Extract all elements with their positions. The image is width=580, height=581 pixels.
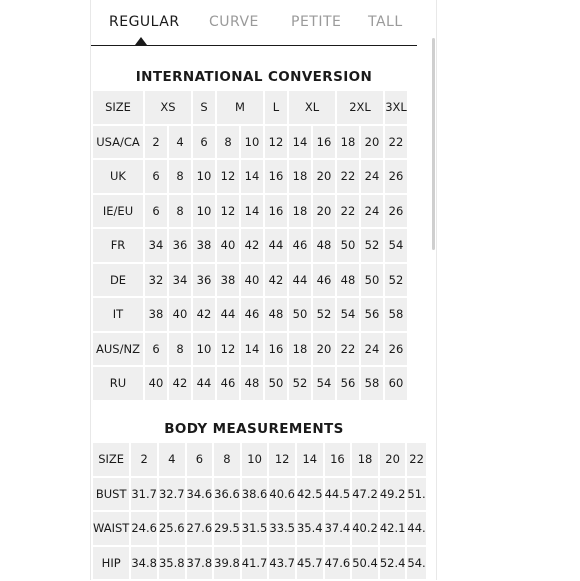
table-row: [93, 126, 407, 159]
size-value-cell: 48: [313, 229, 335, 262]
size-group-header: L: [265, 91, 287, 124]
measurement-value-cell: 44.5: [325, 478, 351, 511]
table-row: [93, 367, 407, 400]
size-value-cell: 58: [385, 298, 407, 331]
measurement-value-cell: 47.2: [352, 478, 378, 511]
measurement-value-cell: 36.6: [214, 478, 240, 511]
size-value-cell: 14: [241, 333, 263, 366]
measurement-value-cell: 34.8: [131, 547, 157, 580]
table-row: [93, 298, 407, 331]
size-value-cell: 44: [193, 367, 215, 400]
international-conversion-title: INTERNATIONAL CONVERSION: [135, 69, 373, 85]
size-value-cell: 10: [193, 195, 215, 228]
measurement-value-cell: 49.2: [380, 478, 406, 511]
size-value-cell: 10: [241, 126, 263, 159]
measurement-value-cell: 47.6: [325, 547, 351, 580]
size-value-cell: 40: [217, 229, 239, 262]
size-value-cell: 52: [289, 367, 311, 400]
size-group-header: M: [217, 91, 263, 124]
table-row: [93, 512, 426, 545]
size-value-cell: 50: [265, 367, 287, 400]
measurement-value-cell: 37.8: [187, 547, 213, 580]
size-value-cell: 6: [145, 160, 167, 193]
size-column-header: 22: [407, 443, 425, 476]
size-value-cell: 18: [337, 126, 359, 159]
size-value-cell: 44: [289, 264, 311, 297]
measurement-value-cell: 27.6: [187, 512, 213, 545]
size-value-cell: 40: [145, 367, 167, 400]
size-value-cell: 16: [265, 333, 287, 366]
size-value-cell: 36: [169, 229, 191, 262]
size-value-cell: 44: [265, 229, 287, 262]
size-value-cell: 8: [169, 195, 191, 228]
size-value-cell: 14: [289, 126, 311, 159]
size-value-cell: 14: [241, 195, 263, 228]
measurement-value-cell: 35.4: [297, 512, 323, 545]
size-value-cell: 16: [265, 160, 287, 193]
measurement-value-cell: 37.4: [325, 512, 351, 545]
region-label: AUS/NZ: [93, 333, 143, 366]
size-value-cell: 42: [265, 264, 287, 297]
size-value-cell: 6: [145, 333, 167, 366]
size-value-cell: 20: [361, 126, 383, 159]
tab-curve[interactable]: CURVE: [209, 14, 259, 30]
region-label: RU: [93, 367, 143, 400]
measurement-value-cell: 32.7: [159, 478, 185, 511]
table-row: [93, 478, 426, 511]
size-value-cell: 44: [217, 298, 239, 331]
table-row: [93, 264, 407, 297]
region-label: IE/EU: [93, 195, 143, 228]
measurement-value-cell: 31.5: [242, 512, 268, 545]
measurement-value-cell: 42.5: [297, 478, 323, 511]
size-value-cell: 8: [169, 160, 191, 193]
size-column-header: 10: [242, 443, 268, 476]
size-header-label: SIZE: [93, 443, 129, 476]
size-value-cell: 40: [169, 298, 191, 331]
measurement-value-cell: 29.5: [214, 512, 240, 545]
size-value-cell: 26: [385, 160, 407, 193]
measurement-value-cell: 24.6: [131, 512, 157, 545]
size-value-cell: 22: [337, 195, 359, 228]
size-value-cell: 40: [241, 264, 263, 297]
table-row: [93, 229, 407, 262]
measurement-label: BUST: [93, 478, 129, 511]
size-value-cell: 18: [289, 195, 311, 228]
size-value-cell: 24: [361, 333, 383, 366]
size-value-cell: 12: [217, 160, 239, 193]
size-value-cell: 16: [265, 195, 287, 228]
size-value-cell: 46: [289, 229, 311, 262]
size-value-cell: 60: [385, 367, 407, 400]
measurement-value-cell: 43.7: [269, 547, 295, 580]
measurement-value-cell: 51.: [407, 478, 425, 511]
size-value-cell: 34: [145, 229, 167, 262]
size-value-cell: 38: [217, 264, 239, 297]
size-value-cell: 48: [337, 264, 359, 297]
size-value-cell: 42: [193, 298, 215, 331]
size-column-header: 20: [380, 443, 406, 476]
region-label: USA/CA: [93, 126, 143, 159]
size-value-cell: 48: [241, 367, 263, 400]
region-label: FR: [93, 229, 143, 262]
size-value-cell: 42: [169, 367, 191, 400]
size-value-cell: 52: [361, 229, 383, 262]
measurement-label: WAIST: [93, 512, 129, 545]
scrollbar-thumb[interactable]: [432, 38, 435, 250]
size-value-cell: 32: [145, 264, 167, 297]
size-value-cell: 50: [361, 264, 383, 297]
size-value-cell: 56: [361, 298, 383, 331]
size-value-cell: 6: [193, 126, 215, 159]
tab-underline: [91, 45, 417, 46]
size-value-cell: 12: [265, 126, 287, 159]
size-group-header: 3XL: [385, 91, 407, 124]
size-value-cell: 4: [169, 126, 191, 159]
size-value-cell: 20: [313, 195, 335, 228]
table-row: [93, 547, 426, 580]
size-header-label: SIZE: [93, 91, 143, 124]
size-value-cell: 8: [217, 126, 239, 159]
measurement-value-cell: 41.7: [242, 547, 268, 580]
measurement-value-cell: 54.: [407, 547, 425, 580]
size-value-cell: 38: [193, 229, 215, 262]
size-value-cell: 2: [145, 126, 167, 159]
size-value-cell: 50: [289, 298, 311, 331]
size-group-header: XS: [145, 91, 191, 124]
size-value-cell: 22: [337, 160, 359, 193]
size-value-cell: 46: [241, 298, 263, 331]
measurement-value-cell: 39.8: [214, 547, 240, 580]
measurement-value-cell: 44.: [407, 512, 425, 545]
size-value-cell: 10: [193, 333, 215, 366]
size-value-cell: 34: [169, 264, 191, 297]
measurement-value-cell: 38.6: [242, 478, 268, 511]
size-value-cell: 46: [313, 264, 335, 297]
size-group-header: XL: [289, 91, 335, 124]
size-value-cell: 56: [337, 367, 359, 400]
tab-petite[interactable]: PETITE: [291, 14, 342, 30]
size-value-cell: 24: [361, 195, 383, 228]
measurement-value-cell: 25.6: [159, 512, 185, 545]
size-value-cell: 22: [385, 126, 407, 159]
size-value-cell: 54: [385, 229, 407, 262]
size-column-header: 18: [352, 443, 378, 476]
size-value-cell: 18: [289, 160, 311, 193]
measurement-label: HIP: [93, 547, 129, 580]
international-conversion-table: [91, 89, 409, 402]
size-value-cell: 54: [337, 298, 359, 331]
size-value-cell: 12: [217, 333, 239, 366]
measurement-value-cell: 52.4: [380, 547, 406, 580]
table-header-row: [93, 443, 426, 476]
measurement-value-cell: 40.2: [352, 512, 378, 545]
size-value-cell: 52: [385, 264, 407, 297]
size-value-cell: 54: [313, 367, 335, 400]
table-row: [93, 195, 407, 228]
size-value-cell: 50: [337, 229, 359, 262]
size-value-cell: 26: [385, 333, 407, 366]
size-value-cell: 6: [145, 195, 167, 228]
size-value-cell: 42: [241, 229, 263, 262]
size-value-cell: 46: [217, 367, 239, 400]
region-label: UK: [93, 160, 143, 193]
size-value-cell: 20: [313, 333, 335, 366]
size-value-cell: 10: [193, 160, 215, 193]
size-column-header: 12: [269, 443, 295, 476]
size-value-cell: 16: [313, 126, 335, 159]
region-label: DE: [93, 264, 143, 297]
size-value-cell: 8: [169, 333, 191, 366]
measurement-value-cell: 31.7: [131, 478, 157, 511]
size-value-cell: 26: [385, 195, 407, 228]
size-group-header: 2XL: [337, 91, 383, 124]
size-group-header: S: [193, 91, 215, 124]
size-value-cell: 12: [217, 195, 239, 228]
size-value-cell: 14: [241, 160, 263, 193]
size-value-cell: 18: [289, 333, 311, 366]
tab-regular[interactable]: REGULAR: [109, 14, 180, 30]
size-column-header: 8: [214, 443, 240, 476]
size-value-cell: 48: [265, 298, 287, 331]
measurement-value-cell: 42.1: [380, 512, 406, 545]
size-value-cell: 22: [337, 333, 359, 366]
size-range-tabs: [91, 0, 417, 46]
size-value-cell: 36: [193, 264, 215, 297]
body-measurements-table: [91, 441, 428, 581]
size-column-header: 4: [159, 443, 185, 476]
measurement-value-cell: 45.7: [297, 547, 323, 580]
active-tab-caret-icon: [135, 37, 147, 45]
size-column-header: 16: [325, 443, 351, 476]
table-header-row: [93, 91, 407, 124]
measurement-value-cell: 40.6: [269, 478, 295, 511]
body-measurements-title: BODY MEASUREMENTS: [164, 421, 344, 437]
size-value-cell: 58: [361, 367, 383, 400]
size-value-cell: 24: [361, 160, 383, 193]
size-guide-panel: [91, 0, 426, 580]
frame-right-edge: [436, 0, 437, 580]
size-column-header: 14: [297, 443, 323, 476]
table-row: [93, 333, 407, 366]
size-column-header: 6: [187, 443, 213, 476]
size-value-cell: 38: [145, 298, 167, 331]
size-value-cell: 20: [313, 160, 335, 193]
measurement-value-cell: 35.8: [159, 547, 185, 580]
size-value-cell: 52: [313, 298, 335, 331]
tab-tall[interactable]: TALL: [368, 14, 403, 30]
size-column-header: 2: [131, 443, 157, 476]
measurement-value-cell: 33.5: [269, 512, 295, 545]
region-label: IT: [93, 298, 143, 331]
table-row: [93, 160, 407, 193]
measurement-value-cell: 50.4: [352, 547, 378, 580]
measurement-value-cell: 34.6: [187, 478, 213, 511]
